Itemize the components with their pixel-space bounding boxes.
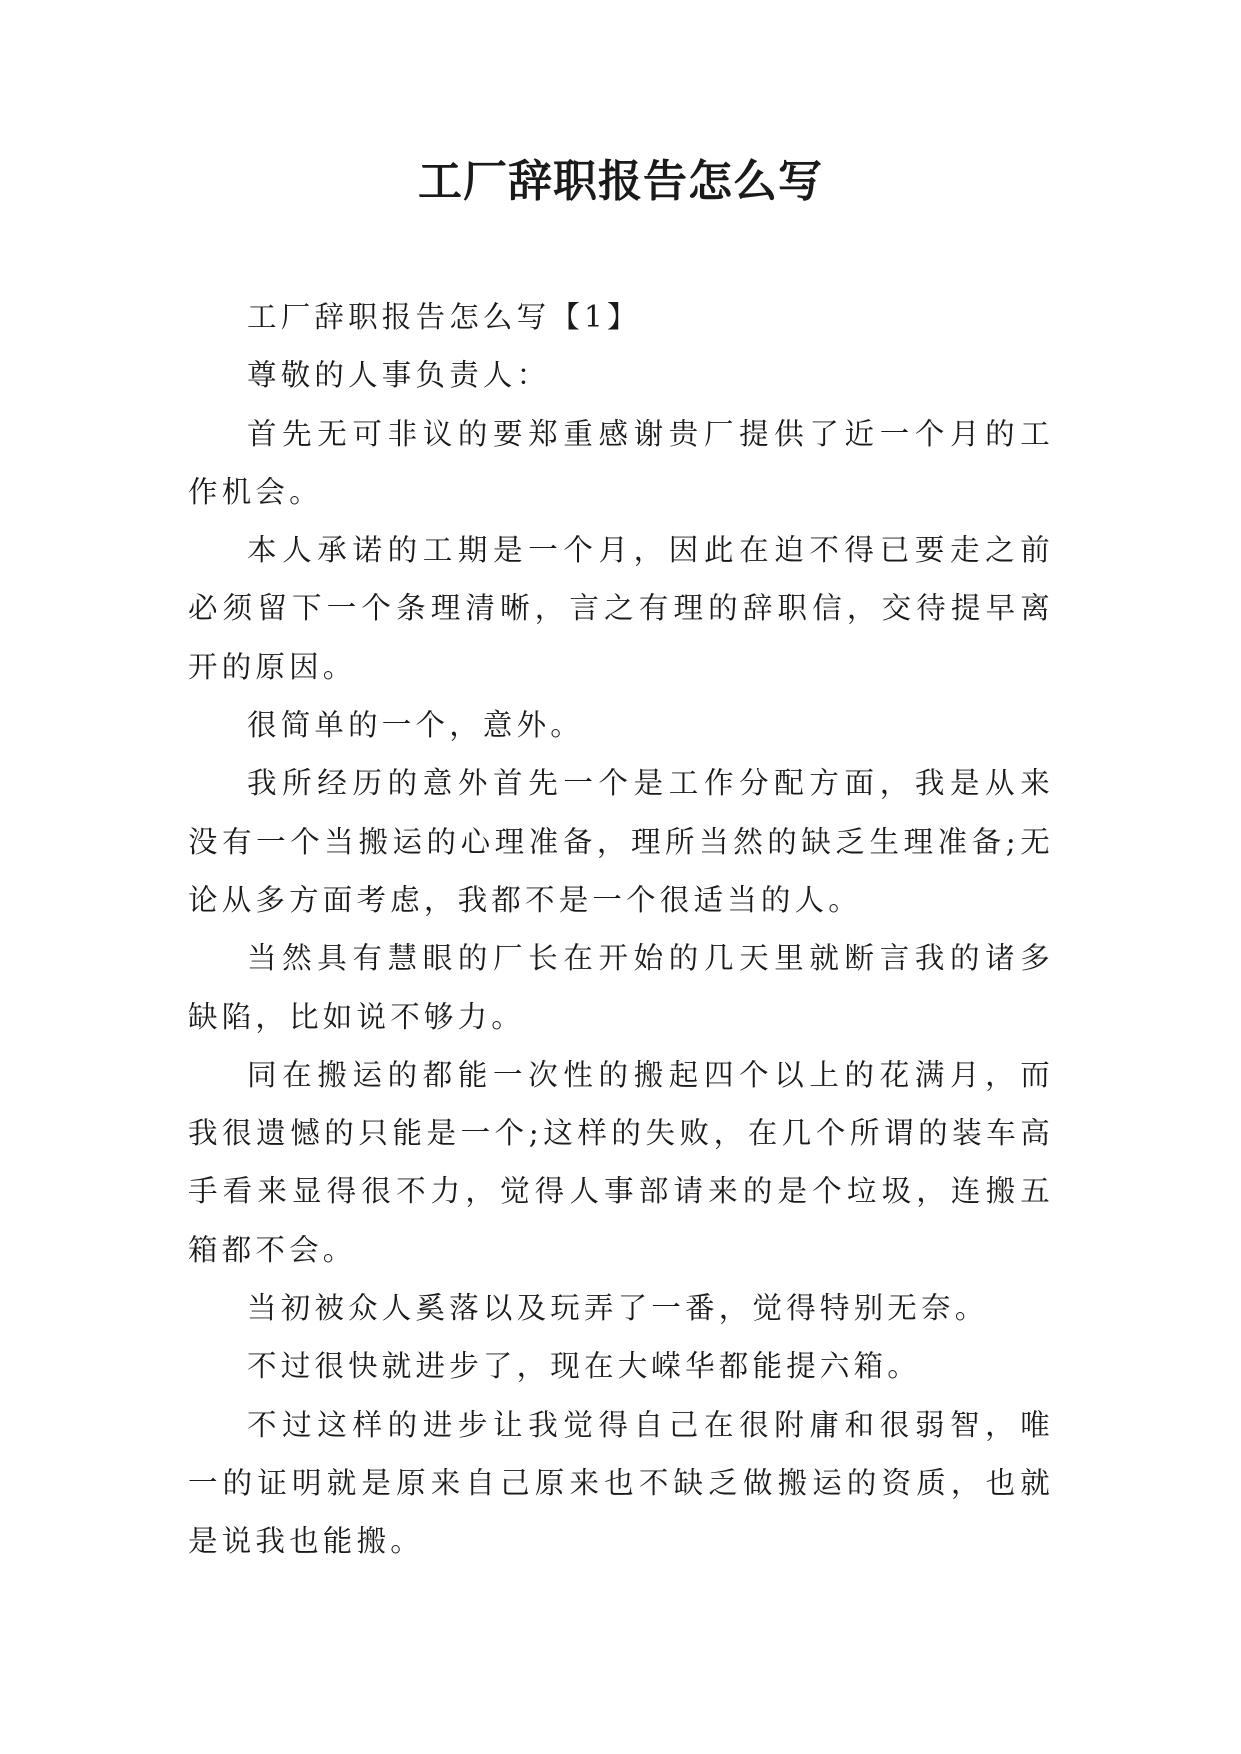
- paragraph: 同在搬运的都能一次性的搬起四个以上的花满月，而我很遗憾的只能是一个;这样的失败，在几个所谓的装车高手看来显得很不力，觉得人事部请来的是个垃圾，连搬五箱都不会。: [188, 1057, 1054, 1267]
- paragraph-salutation: 尊敬的人事负责人：: [247, 358, 551, 393]
- paragraph: 不过很快就进步了，现在大嵘华都能提六箱。: [247, 1349, 922, 1384]
- document-title: 工厂辞职报告怎么写: [418, 156, 823, 207]
- paragraph-heading: 工厂辞职报告怎么写【1】: [247, 300, 641, 334]
- paragraph: 不过这样的进步让我觉得自己在很附庸和很弱智，唯一的证明就是原来自己原来也不缺乏做搬运的资质，也就是说我也能搬。: [188, 1407, 1054, 1559]
- paragraph: 本人承诺的工期是一个月，因此在迫不得已要走之前必须留下一个条理清晰，言之有理的辞职信，交待提早离开的原因。: [188, 533, 1054, 684]
- paragraph: 很简单的一个，意外。: [247, 708, 585, 743]
- paragraph: 当然具有慧眼的厂长在开始的几天里就断言我的诸多缺陷，比如说不够力。: [188, 941, 1054, 1034]
- paragraph: 首先无可非议的要郑重感谢贵厂提供了近一个月的工作机会。: [188, 416, 1054, 509]
- document-body: [188, 288, 1054, 1571]
- paragraph: 我所经历的意外首先一个是工作分配方面，我是从来没有一个当搬运的心理准备，理所当然的缺乏生理准备;无论从多方面考虑，我都不是一个很适当的人。: [188, 766, 1054, 917]
- paragraph: 当初被众人奚落以及玩弄了一番，觉得特别无奈。: [247, 1291, 989, 1326]
